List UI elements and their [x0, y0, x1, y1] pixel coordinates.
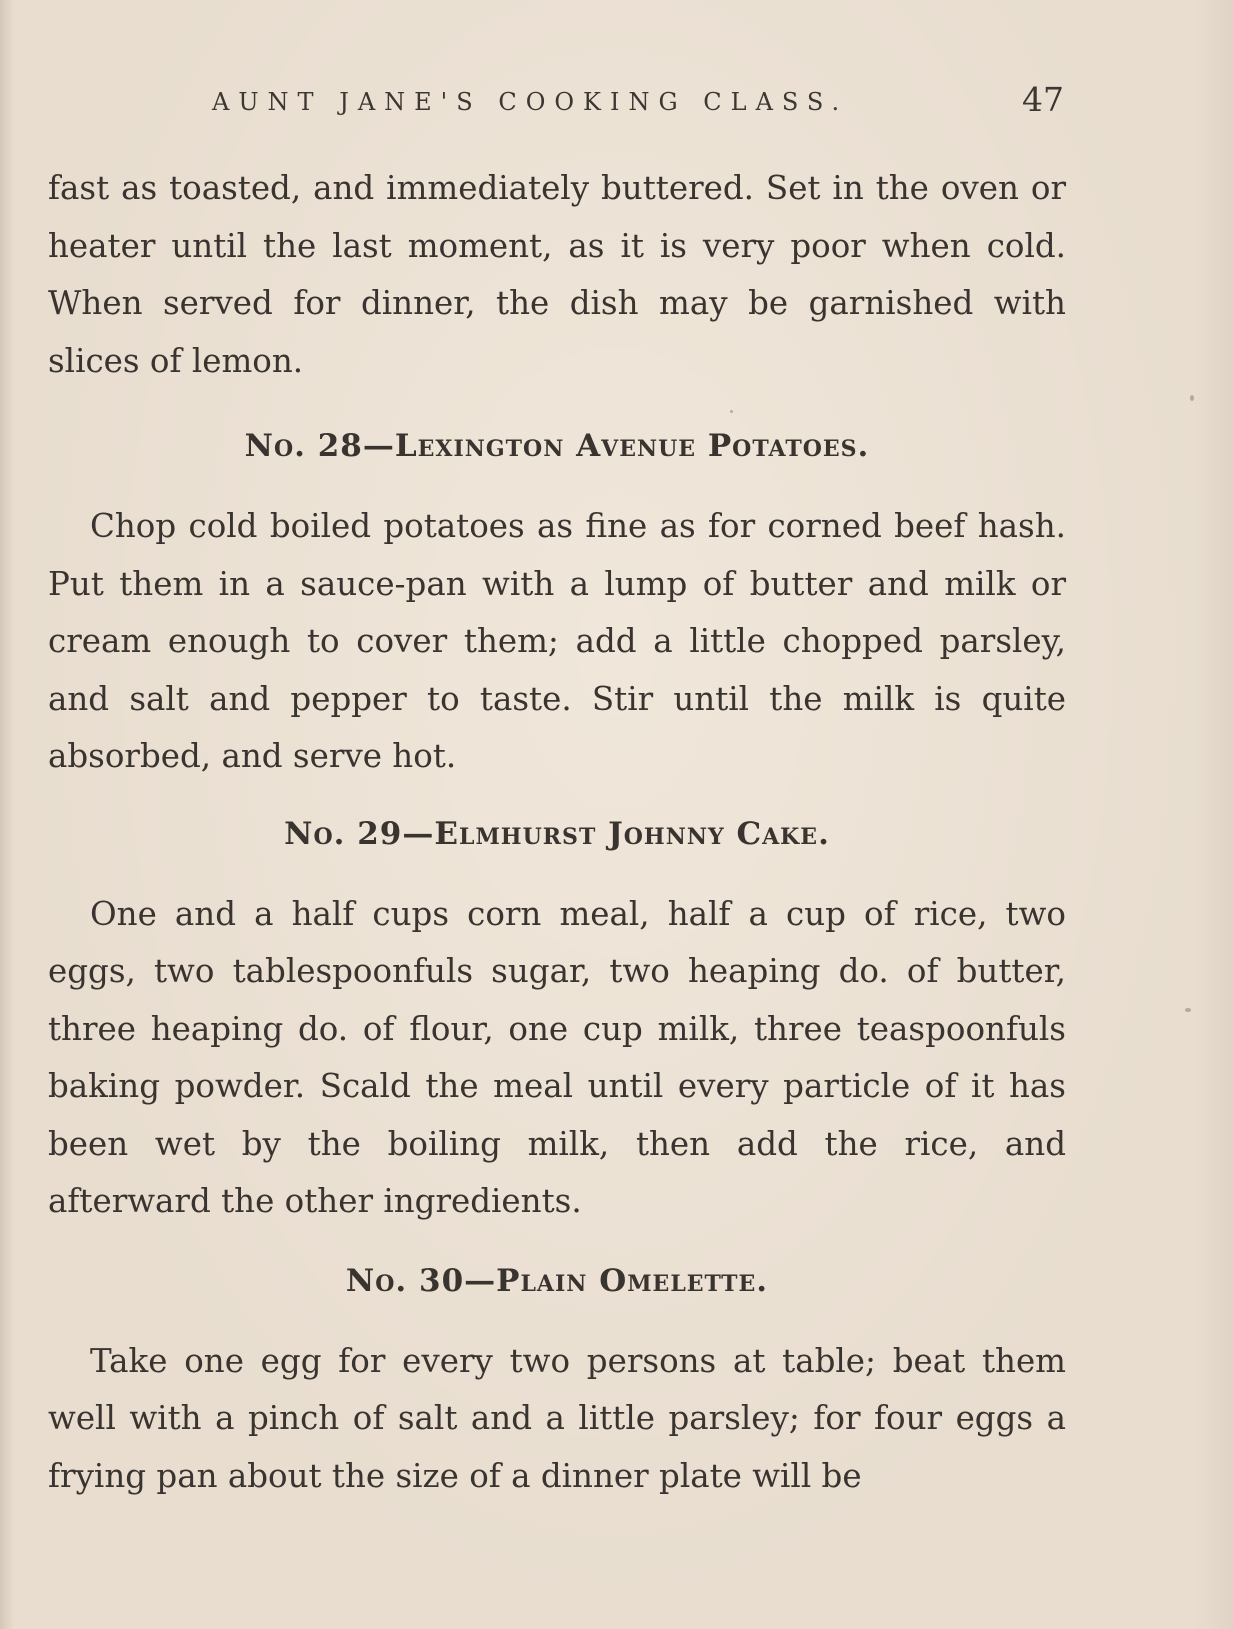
paragraph-lexington-potatoes: Chop cold boiled potatoes as fine as for corned beef hash. Put them in a sauce-pan with a lump of butter and milk or cream enough to cover them; add a little chopped parsley, and salt and pepper to taste. Stir until the milk is quite absorbed, and serve hot. [48, 507, 1066, 775]
paper-fleck [730, 410, 733, 413]
running-head [0, 80, 1233, 120]
recipe-heading-28: No. 28—Lexington Avenue Potatoes. [244, 428, 870, 464]
recipe-heading-29: No. 29—Elmhurst Johnny Cake. [284, 815, 830, 852]
running-title: AUNT JANE'S COOKING CLASS. [212, 88, 849, 116]
paper-fleck [1190, 395, 1194, 401]
paper-fleck [1185, 1008, 1191, 1012]
recipe-heading-30: No. 30—Plain Omelette. [345, 1262, 769, 1299]
paragraph-toast-continued: fast as toasted, and immediately buttered. Set in the oven or heater until the last moment, as it is very poor when cold. When served for dinner, the dish may be garnished with slices of lemon. [48, 169, 1066, 380]
paragraph-johnny-cake: One and a half cups corn meal, half a cup of rice, two eggs, two tablespoonfuls sugar, two heaping do. of butter, three heaping do. of flour, one cup milk, three teaspoonfuls baking powder. Scald the meal until every particle of it has been wet by the boiling milk, then add the rice, and afterward the other ingredients. [48, 894, 1066, 1220]
page-body [48, 160, 1066, 1505]
page-number: 47 [1022, 80, 1064, 119]
paragraph-plain-omelette: Take one egg for every two persons at table; beat them well with a pinch of salt and a little parsley; for four eggs a frying pan about the size of a dinner plate will be [48, 1341, 1066, 1495]
